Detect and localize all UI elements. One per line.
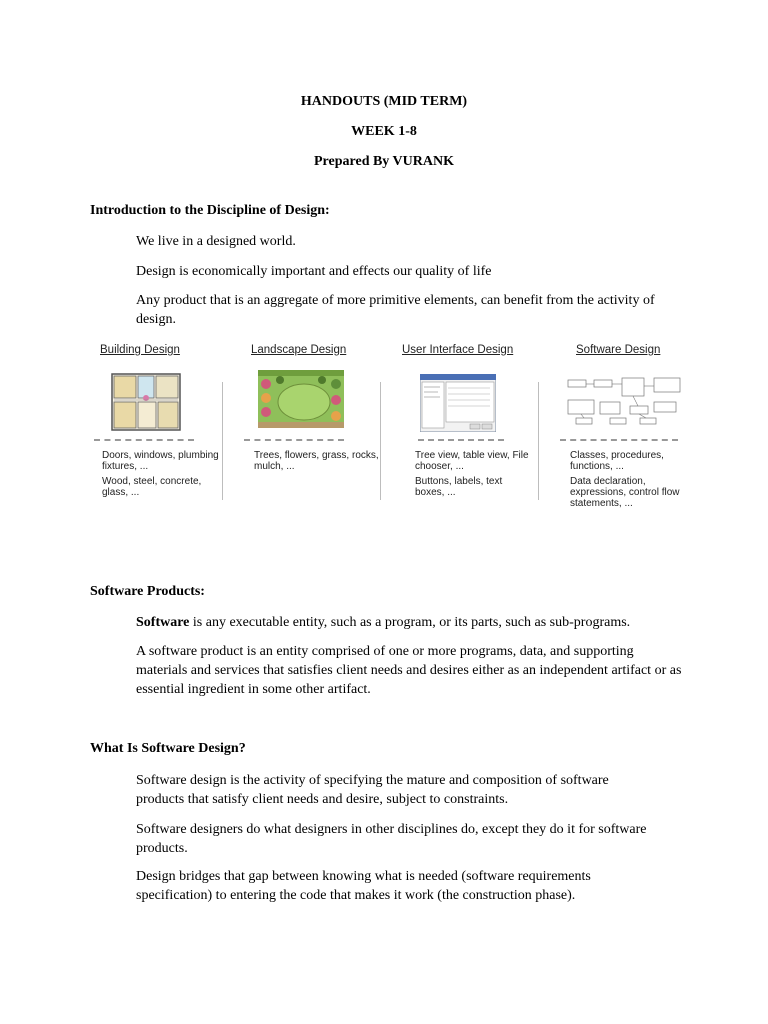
section-heading-intro: Introduction to the Discipline of Design: (90, 203, 330, 218)
panel-separator (538, 382, 539, 500)
panel-title: Landscape Design (251, 344, 347, 356)
bold-term: Software (136, 615, 190, 630)
panel-caption: Data declaration, expressions, control flow statements, ... (570, 476, 680, 509)
list-item-text: Software design is the activity of specifying the mature and composition of software products that satisfy client needs and desire, subject to constraints. (136, 773, 609, 807)
panel-separator (380, 382, 381, 500)
list-item-text: Software designers do what designers in other disciplines do, except they do it for software products. (136, 822, 647, 856)
panel-caption: Classes, procedures, functions, ... (570, 450, 664, 472)
panel-title: User Interface Design (402, 344, 514, 356)
dashed-divider (244, 439, 344, 443)
panel-landscape-design (244, 342, 394, 510)
dashed-divider (94, 439, 194, 443)
panel-caption: Trees, flowers, grass, rocks, mulch, ... (254, 450, 379, 472)
list-item-text (136, 613, 702, 632)
floor-plan-image (110, 372, 182, 432)
panel-building-design (92, 342, 227, 510)
list-item (112, 291, 682, 329)
list-item (112, 232, 702, 251)
panel-software-design (560, 342, 682, 510)
section-heading-software-products: Software Products: (90, 584, 205, 599)
list-item-text: Design is economically important and effects our quality of life (136, 264, 492, 279)
panel-separator (222, 382, 223, 500)
list-item (112, 262, 702, 281)
list-item-text-rest: is any executable entity, such as a program, or its parts, such as sub-programs. (189, 615, 631, 630)
panel-caption: Tree view, table view, File chooser, ... (415, 450, 529, 472)
class-diagram-image (566, 376, 682, 426)
prepared-by: Prepared By VURANK (314, 154, 454, 169)
ui-screenshot-image (420, 374, 496, 432)
panel-caption: Buttons, labels, text boxes, ... (415, 476, 503, 498)
panel-caption: Doors, windows, plumbing fixtures, ... (102, 450, 219, 472)
list-item-text: A software product is an entity comprised of one or more programs, data, and supporting materials and services that satisfies client needs and desires either as an independent artifact or as essential ingredient in some other artifact. (136, 644, 682, 697)
panel-title: Building Design (100, 344, 180, 356)
panel-ui-design (402, 342, 552, 510)
list-item (112, 771, 652, 809)
list-item (112, 867, 652, 905)
panel-caption: Wood, steel, concrete, glass, ... (102, 476, 202, 498)
list-item (112, 820, 652, 858)
list-item (112, 642, 682, 699)
section-heading-software-design: What Is Software Design? (90, 741, 246, 756)
list-item-text: We live in a designed world. (136, 234, 296, 249)
panel-title: Software Design (576, 344, 661, 356)
design-disciplines-figure (92, 342, 682, 510)
week-label: WEEK 1-8 (351, 124, 417, 139)
list-item (112, 613, 702, 632)
dashed-divider (418, 439, 504, 443)
dashed-divider (560, 439, 678, 443)
landscape-plan-image (258, 370, 344, 428)
list-item-text: Design bridges that gap between knowing what is needed (software requirements specification) to entering the code that makes it work (the construction phase). (136, 869, 591, 903)
document-title: HANDOUTS (MID TERM) (300, 94, 468, 109)
list-item-text: Any product that is an aggregate of more primitive elements, can benefit from the activity of design. (136, 293, 655, 327)
